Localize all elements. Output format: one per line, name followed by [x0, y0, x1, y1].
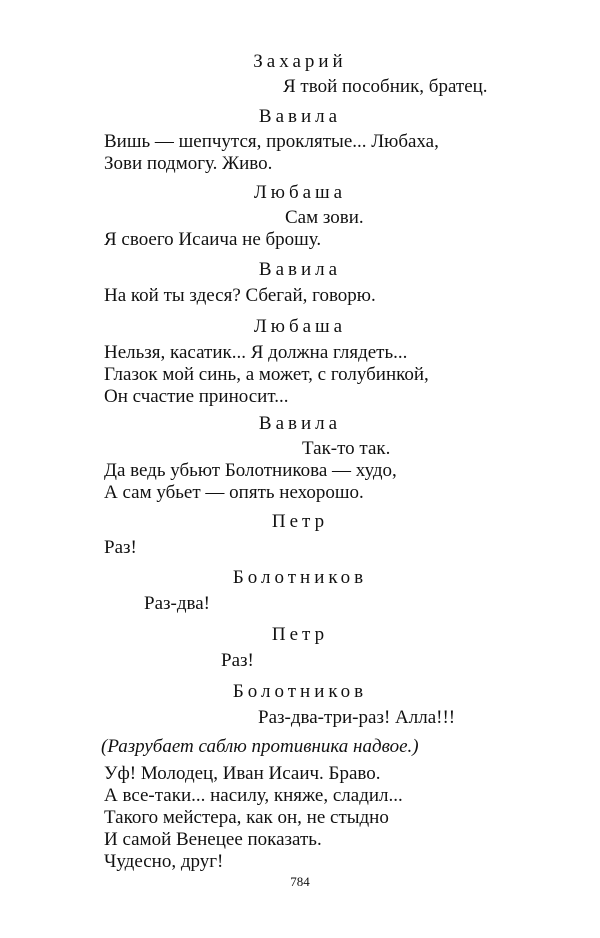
verse-line: Я своего Исаича не брошу.: [104, 229, 322, 250]
speaker-name: Любаша: [253, 316, 347, 337]
verse-line: Нельзя, касатик... Я должна глядеть...: [104, 342, 408, 363]
speaker-name: Петр: [271, 624, 329, 645]
speaker-name: Вавила: [258, 259, 342, 280]
speaker-name: Петр: [271, 511, 329, 532]
verse-line: А все-таки... насилу, княже, сладил...: [104, 785, 403, 806]
verse-line: Раз-два!: [144, 593, 210, 614]
verse-line: И самой Венецее показать.: [104, 829, 322, 850]
verse-line: Раз!: [221, 650, 254, 671]
speaker-name: Вавила: [258, 413, 342, 434]
verse-line: Глазок мой синь, а может, с голубинкой,: [104, 364, 429, 385]
speaker-name: Болотников: [232, 567, 368, 588]
verse-line: Раз-два-три-раз! Алла!!!: [258, 707, 456, 728]
verse-line: Зови подмогу. Живо.: [104, 153, 273, 174]
verse-line: Я твой пособник, братец.: [283, 76, 488, 97]
verse-line: Такого мейстера, как он, не стыдно: [104, 807, 389, 828]
speaker-name: Любаша: [253, 182, 347, 203]
speaker-name: Вавила: [258, 106, 342, 127]
stage-direction: (Разрубает саблю противника надвое.): [101, 736, 419, 757]
verse-line: Раз!: [104, 537, 137, 558]
speaker-name: Болотников: [232, 681, 368, 702]
verse-line: А сам убьет — опять нехорошо.: [104, 482, 364, 503]
speaker-name: Захарий: [253, 51, 347, 72]
verse-line: Сам зови.: [285, 207, 364, 228]
verse-line: Чудесно, друг!: [104, 851, 224, 872]
page-number: 784: [290, 874, 310, 889]
verse-line: Он счастие приносит...: [104, 386, 289, 407]
verse-line: Вишь — шепчутся, проклятые... Любаха,: [104, 131, 439, 152]
verse-line: На кой ты здеся? Сбегай, говорю.: [104, 285, 376, 306]
verse-line: Да ведь убьют Болотникова — худо,: [104, 460, 397, 481]
verse-line: Так-то так.: [302, 438, 391, 459]
verse-line: Уф! Молодец, Иван Исаич. Браво.: [104, 763, 381, 784]
